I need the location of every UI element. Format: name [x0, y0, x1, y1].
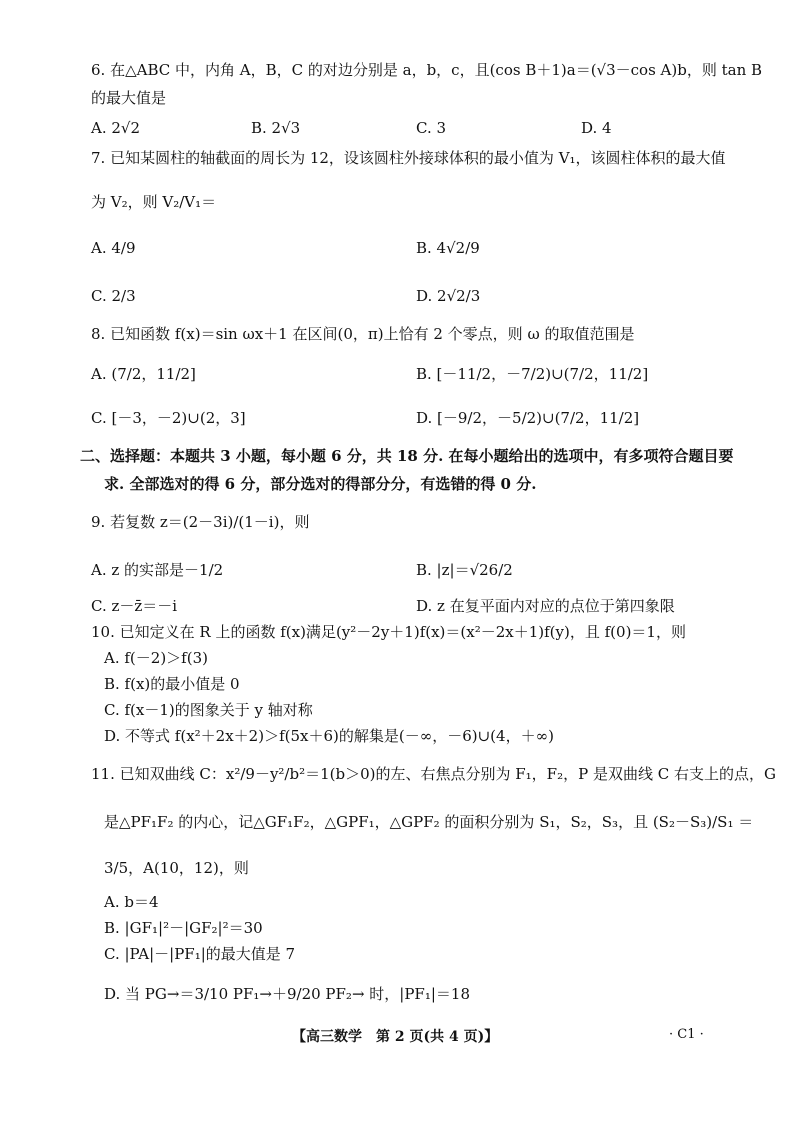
q8-option-b: B. [－11/2，－7/2)∪(7/2，11/2]: [416, 365, 649, 383]
q7-option-a: A. 4/9: [91, 239, 136, 257]
q6-option-b: B. 2√3: [251, 119, 301, 137]
q7-option-d: D. 2√2/3: [416, 287, 481, 305]
q8-option-a: A. (7/2，11/2]: [91, 365, 196, 383]
q11-option-b: B. |GF₁|²－|GF₂|²＝30: [104, 919, 263, 937]
q10-option-b: B. f(x)的最小值是 0: [104, 675, 240, 693]
q11-stem-cont2: 3/5，A(10，12)，则: [104, 859, 249, 877]
q9-option-d: D. z 在复平面内对应的点位于第四象限: [416, 597, 675, 615]
q8-stem: 8. 已知函数 f(x)＝sin ωx＋1 在区间(0，π)上恰有 2 个零点，则 ω 的取值范围是: [91, 325, 635, 343]
q6-option-a: A. 2√2: [91, 119, 141, 137]
q9-option-b: B. |z|＝√26/2: [416, 561, 513, 579]
q7-stem-cont: 为 V₂，则 V₂/V₁＝: [91, 193, 217, 211]
section-2-heading: 二、选择题：本题共 3 小题，每小题 6 分，共 18 分. 在每小题给出的选项中，有多项符合题目要: [80, 447, 734, 465]
q10-option-c: C. f(x－1)的图象关于 y 轴对称: [104, 701, 313, 719]
q10-stem: 10. 已知定义在 R 上的函数 f(x)满足(y²－2y＋1)f(x)＝(x²－2x＋1)f(y)，且 f(0)＝1，则: [91, 623, 686, 641]
q9-option-a: A. z 的实部是－1/2: [91, 561, 224, 579]
q10-option-a: A. f(－2)＞f(3): [104, 649, 208, 667]
q9-stem: 9. 若复数 z＝(2－3i)/(1－i)，则: [91, 513, 310, 531]
q11-option-a: A. b＝4: [104, 893, 159, 911]
q7-option-c: C. 2/3: [91, 287, 136, 305]
page-code: · C1 ·: [669, 1027, 704, 1042]
q6-option-c: C. 3: [416, 119, 447, 137]
q8-option-d: D. [－9/2，－5/2)∪(7/2，11/2]: [416, 409, 640, 427]
q6-option-d: D. 4: [581, 119, 612, 137]
q11-stem: 11. 已知双曲线 C：x²/9－y²/b²＝1(b＞0)的左、右焦点分别为 F₁，F₂，P 是双曲线 C 右支上的点，G: [91, 765, 776, 783]
q11-stem-cont: 是△PF₁F₂ 的内心，记△GF₁F₂，△GPF₁，△GPF₂ 的面积分别为 S₁，S₂，S₃，且 (S₂－S₃)/S₁ ＝: [104, 813, 754, 831]
q11-option-d: D. 当 PG→＝3/10 PF₁→＋9/20 PF₂→ 时，|PF₁|＝18: [104, 985, 470, 1003]
section-2-heading-cont: 求. 全部选对的得 6 分，部分选对的得部分分，有选错的得 0 分.: [104, 475, 537, 493]
q7-stem: 7. 已知某圆柱的轴截面的周长为 12，设该圆柱外接球体积的最小值为 V₁，该圆柱体积的最大值: [91, 149, 726, 167]
q6-stem: 6. 在△ABC 中，内角 A，B，C 的对边分别是 a，b，c，且(cos B＋1)a＝(√3－cos A)b，则 tan B: [91, 61, 763, 79]
q6-stem-cont: 的最大值是: [91, 89, 167, 107]
q11-option-c: C. |PA|－|PF₁|的最大值是 7: [104, 945, 296, 963]
q7-option-b: B. 4√2/9: [416, 239, 480, 257]
q10-option-d: D. 不等式 f(x²＋2x＋2)＞f(5x＋6)的解集是(－∞，－6)∪(4，＋∞): [104, 727, 554, 745]
page-footer: 【高三数学 第 2 页(共 4 页)】: [292, 1029, 499, 1045]
q9-option-c: C. z－z̄＝－i: [91, 597, 178, 615]
q8-option-c: C. [－3，－2)∪(2，3]: [91, 409, 246, 427]
